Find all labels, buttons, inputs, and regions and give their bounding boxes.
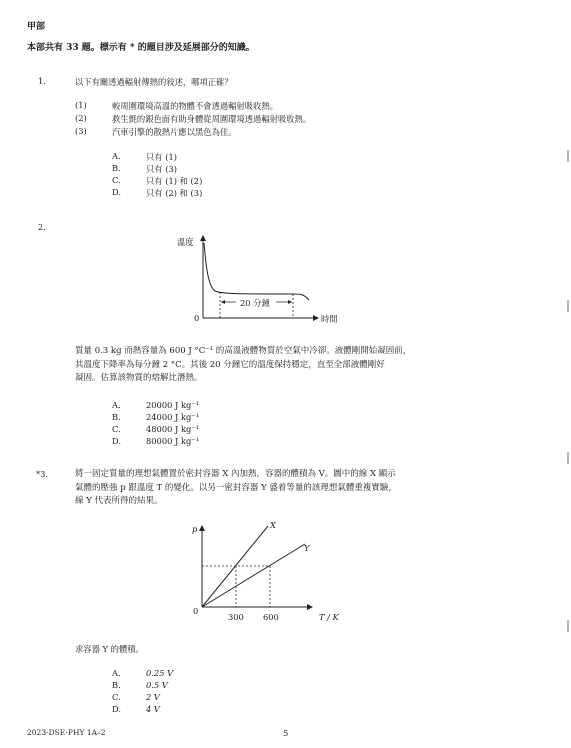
margin-mark bbox=[567, 300, 569, 312]
option-letter: D. bbox=[112, 436, 121, 446]
question-text: 將一固定質量的理想氣體置於密封容器 X 內加熱，容器的體積為 V。圖中的線 X 顯示 氣體的壓強 p 跟溫度 T 的變化。以另一密封容器 Y 盛着等量的該理想氣體重複實驗， 線 Y 代表所得的結果。 bbox=[75, 469, 397, 506]
option-text: 2 V bbox=[146, 692, 160, 702]
option-text: 24000 J kg⁻¹ bbox=[146, 412, 200, 422]
graph-ylabel: p bbox=[192, 524, 198, 534]
question-prompt: 求容器 Y 的體積。 bbox=[75, 644, 144, 654]
option-letter: A. bbox=[112, 400, 121, 410]
graph-xlabel: 時間 bbox=[321, 314, 338, 324]
option-letter: C. bbox=[112, 692, 121, 702]
statement-text: 較周圍環境高溫的物體不會透過輻射吸收熱。 bbox=[112, 101, 278, 111]
margin-mark bbox=[567, 620, 569, 632]
paper-code: 2023-DSE-PHY 1A–2 bbox=[27, 728, 106, 737]
option-text: 80000 J kg⁻¹ bbox=[146, 436, 200, 446]
option-text: 48000 J kg⁻¹ bbox=[146, 424, 200, 434]
section-title: 甲部 bbox=[27, 22, 46, 32]
statement-text: 汽車引擎的散熱片應以黑色為佳。 bbox=[112, 127, 237, 137]
option-letter: D. bbox=[112, 704, 121, 714]
question-number: 2. bbox=[38, 222, 46, 232]
interval-label: 20 分鐘 bbox=[240, 298, 270, 308]
question-number: 1. bbox=[38, 76, 46, 86]
option-text: 0.5 V bbox=[146, 680, 168, 690]
graph-ylabel: 溫度 bbox=[177, 237, 194, 247]
line-x-label: X bbox=[270, 520, 276, 530]
option-letter: C. bbox=[112, 175, 121, 185]
option-text: 只有 (1) 和 (2) bbox=[146, 176, 203, 186]
margin-mark bbox=[567, 452, 569, 464]
statement-number: (1) bbox=[75, 100, 87, 110]
option-letter: B. bbox=[112, 163, 121, 173]
option-letter: C. bbox=[112, 424, 121, 434]
option-text: 20000 J kg⁻¹ bbox=[146, 400, 200, 410]
option-text: 0.25 V bbox=[146, 668, 174, 678]
section-instruction: 本部共有 33 題。標示有 * 的題目涉及延展部分的知識。 bbox=[27, 43, 255, 53]
line-x bbox=[202, 526, 268, 607]
option-text: 只有 (2) 和 (3) bbox=[146, 188, 203, 198]
page-number: 5 bbox=[283, 728, 289, 738]
option-letter: B. bbox=[112, 680, 121, 690]
question-stem: 以下有關透過輻射傳熱的敍述，哪項正確？ bbox=[75, 77, 233, 87]
graph-xlabel: T / K bbox=[319, 612, 339, 622]
option-letter: D. bbox=[112, 187, 121, 197]
line-y bbox=[202, 544, 305, 607]
option-text: 只有 (3) bbox=[146, 164, 177, 174]
graph-origin: 0 bbox=[194, 313, 200, 323]
statement-number: (3) bbox=[75, 126, 87, 136]
option-text: 4 V bbox=[146, 704, 160, 714]
question-text: 質量 0.3 kg 而熱容量為 600 J °C⁻¹ 的高溫液體物質於空氣中冷卻。液體剛開始凝固前， 其溫度下降率為每分鐘 2 °C。其後 20 分鐘它的溫度保持穩定，直至全部液體剛好 凝固。估算該物質的熔解比潛熱。 bbox=[75, 346, 412, 383]
statement-number: (2) bbox=[75, 113, 87, 123]
question-number: *3. bbox=[36, 469, 49, 479]
line-y-label: Y bbox=[304, 543, 310, 553]
option-text: 只有 (1) bbox=[146, 152, 177, 162]
tick-label-300: 300 bbox=[228, 612, 244, 622]
statement-text: 救生氈的銀色面有助身體從周圍環境透過輻射吸收熱。 bbox=[112, 114, 312, 124]
option-letter: A. bbox=[112, 668, 121, 678]
graph-origin: 0 bbox=[193, 606, 199, 616]
option-letter: B. bbox=[112, 412, 121, 422]
margin-mark bbox=[567, 150, 569, 162]
option-letter: A. bbox=[112, 151, 121, 161]
tick-label-600: 600 bbox=[263, 612, 279, 622]
